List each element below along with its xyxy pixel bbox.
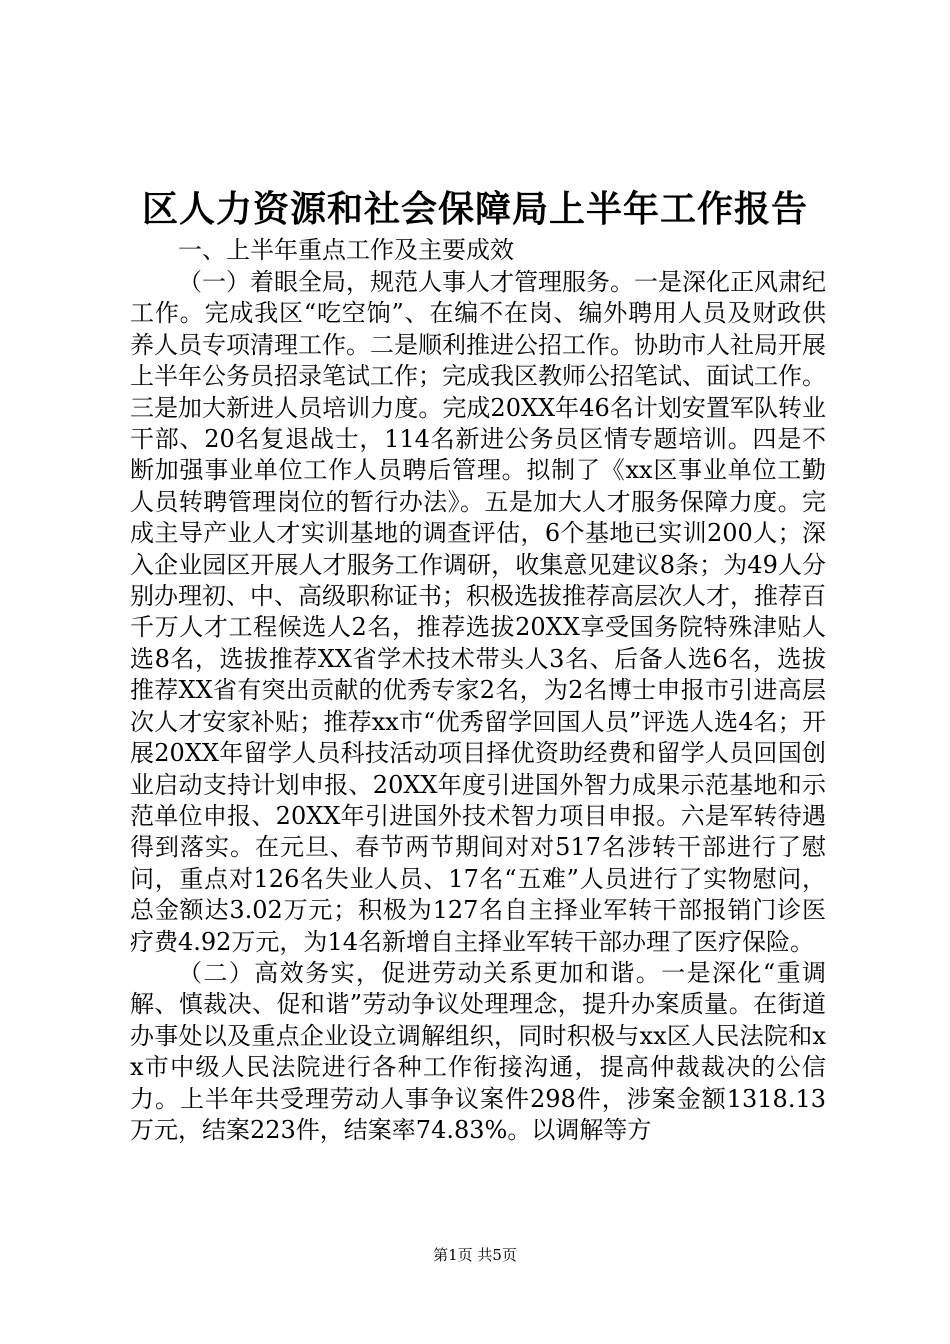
- paragraph-1: （一）着眼全局，规范人事人才管理服务。一是深化正风肃纪工作。完成我区“吃空饷”、在编不在岗、编外聘用人员及财政供养人员专项清理工作。二是顺利推进公招工作。协助市人社局开展上半年公务员招录笔试工作；完成我区教师公招笔试、面试工作。三是加大新进人员培训力度。完成20XX年46名计划安置军队转业干部、20名复退战士，114名新进公务员区情专题培训。四是不断加强事业单位工作人员聘后管理。拟制了《xx区事业单位工勤人员转聘管理岗位的暂行办法》。五是加大人才服务保障力度。完成主导产业人才实训基地的调查评估，6个基地已实训200人；深入企业园区开展人才服务工作调研，收集意见建议8条；为49人分别办理初、中、高级职称证书；积极选拔推荐高层次人才，推荐百千万人才工程候选人2名，推荐选拔20XX享受国务院特殊津贴人选8名，选拔推荐XX省学术技术带头人3名、后备人选6名，选拔推荐XX省有突出贡献的优秀专家2名，为2名博士申报市引进高层次人才安家补贴；推荐xx市“优秀留学回国人员”评选人选4名；开展20XX年留学人员科技活动项目择优资助经费和留学人员回国创业启动支持计划申报、20XX年度引进国外智力成果示范基地和示范单位申报、20XX年引进国外技术智力项目申报。六是军转待遇得到落实。在元旦、春节两节期间对对517名涉转干部进行了慰问，重点对126名失业人员、17名“五难”人员进行了实物慰问，总金额达3.02万元；积极为127名自主择业军转干部报销门诊医疗费4.92万元，为14名新增自主择业军转干部办理了医疗保险。: [130, 268, 826, 956]
- document-body: [130, 238, 826, 1146]
- document-title: 区人力资源和社会保障局上半年工作报告: [141, 188, 808, 230]
- page-footer: 第1页 共5页: [433, 1246, 517, 1264]
- section-heading: 一、上半年重点工作及主要成效: [178, 236, 514, 264]
- paragraph-2: （二）高效务实，促进劳动关系更加和谐。一是深化“重调解、慎裁决、促和谐”劳动争议处理理念，提升办案质量。在街道办事处以及重点企业设立调解组织，同时积极与xx区人民法院和xx市中级人民法院进行各种工作衔接沟通，提高仲裁裁决的公信力。上半年共受理劳动人事争议案件298件，涉案金额1318.13万元，结案223件，结案率74.83%。以调解等方: [130, 958, 826, 1144]
